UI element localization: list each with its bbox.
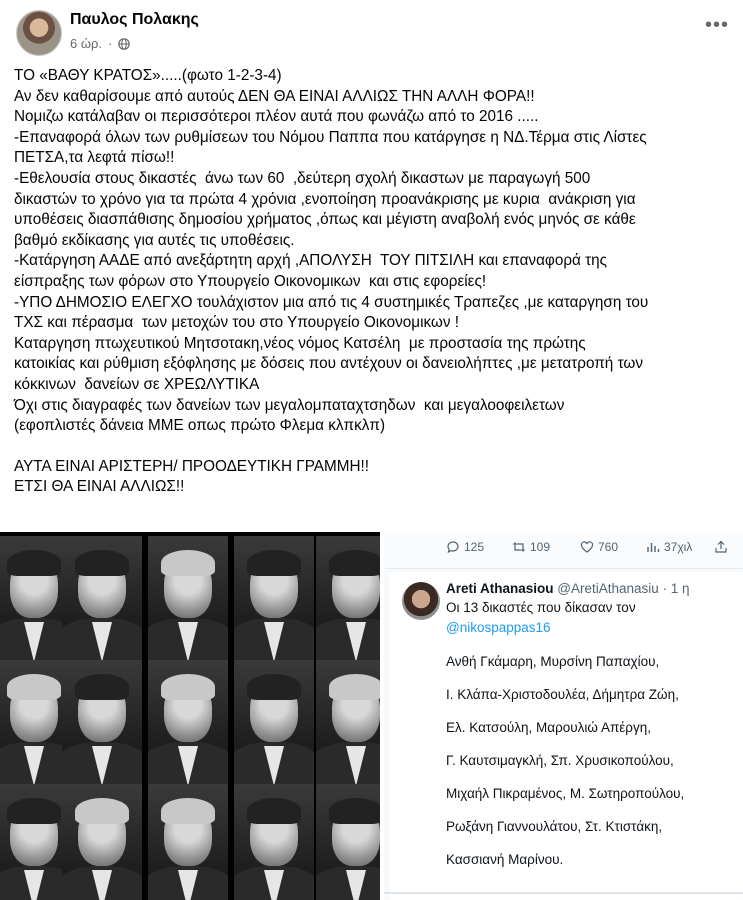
post-line: Αν δεν καθαρίσουμε από αυτούς ΔΕΝ ΘΑ ΕΙΝΑΙ ΑΛΛΙΩΣ ΤΗΝ ΑΛΛΗ ΦΟΡΑ!!	[14, 87, 535, 105]
post-line: Νομιζω κατάλαβαν οι περισσότεροι πλέον αυτά που φωνάζω από το 2016 .....	[14, 108, 539, 126]
portrait-photo	[234, 536, 314, 660]
replies-stat[interactable]	[446, 540, 484, 554]
retweets-count: 109	[530, 540, 551, 554]
post-time[interactable]: 6 ώρ.	[70, 36, 102, 51]
meta-separator: ·	[108, 36, 113, 51]
post-line: είσπραξης των φόρων στο Υπουργείο Οικονομικων και στις εφορείες!	[14, 272, 487, 290]
post-line: Όχι στις διαγραφές των δανείων των μεγαλομπαταχτσηδων και μεγαλοοφειλετων	[14, 396, 565, 414]
reply-avatar[interactable]	[402, 582, 440, 620]
list-item: Ελ. Κατσούλη, Μαρουλιώ Απέργη,	[446, 720, 651, 735]
tweet-action-bar	[384, 532, 743, 569]
author-avatar[interactable]	[16, 10, 62, 56]
reply-text: Οι 13 δικαστές που δίκασαν τον	[446, 600, 636, 615]
list-item: Ι. Κλάπα-Χριστοδουλέα, Δήμητρα Ζώη,	[446, 687, 679, 702]
post-line: -Επαναφορά όλων των ρυθμίσεων του Νόμου Παππα που κατάργησε η ΝΔ.Τέρμα στις Λίστες	[14, 128, 647, 146]
portrait-photo	[62, 784, 142, 900]
portrait-photo	[62, 660, 142, 784]
portrait-photo	[148, 784, 228, 900]
post-line: -ΥΠΟ ΔΗΜΟΣΙΟ ΕΛΕΓΧΟ τουλάχιστον μια από τις 4 συστημικές Τραπεζες ,με καταργηση του	[14, 293, 649, 311]
share-icon	[714, 540, 728, 554]
retweet-icon	[512, 540, 526, 554]
photo-collage[interactable]	[0, 532, 380, 900]
post-line: -Κατάργηση ΑΑΔΕ από ανεξάρτητη αρχή ,ΑΠΟΛΥΣΗ ΤΟΥ ΠΙΤΣΙΛΗ και επαναφορά της	[14, 252, 608, 270]
tweet-screenshot[interactable]	[384, 532, 743, 900]
replies-count: 125	[464, 540, 485, 554]
reply-author-line	[446, 581, 690, 596]
portrait-photo	[148, 536, 228, 660]
author-name[interactable]: Παυλος Πολακης	[70, 11, 199, 28]
post-text	[14, 66, 736, 498]
globe-icon	[118, 38, 130, 50]
reply-author-handle[interactable]: @AretiAthanasiu · 1 η	[557, 581, 690, 596]
share-stat[interactable]	[714, 540, 728, 554]
post-line: υποθέσεις διασπάθισης δημοσίου χρήματος ,όπως και μέγιστη αναβολή ενός μηνός σε κάθε	[14, 211, 636, 229]
post-line: κόκκινων δανείων σε ΧΡΕΩΛΥΤΙΚΑ	[14, 375, 260, 393]
post-line: -Εθελουσία στους δικαστές άνω των 60 ,δεύτερη σχολή δικαστων με παραγωγή 500	[14, 169, 591, 187]
portrait-photo	[316, 536, 380, 660]
list-item: Κασσιανή Μαρίνου.	[446, 852, 564, 867]
more-options-icon[interactable]: •••	[704, 14, 729, 36]
heart-icon	[580, 540, 594, 554]
portrait-photo	[316, 784, 380, 900]
judges-list	[446, 654, 736, 885]
portrait-photo	[234, 660, 314, 784]
portrait-photo	[316, 660, 380, 784]
reply-tweet[interactable]	[390, 572, 743, 900]
views-chart-icon	[646, 540, 660, 554]
post-closing-line: ΕΤΣΙ ΘΑ ΕΙΝΑΙ ΑΛΛΙΩΣ!!	[14, 478, 185, 496]
likes-stat[interactable]	[580, 540, 618, 554]
post-line: (εφοπλιστές δάνεια ΜΜΕ οπως πρώτο Φλεμα κλπκλπ)	[14, 417, 386, 435]
list-item: Ρωξάνη Γιαννουλάτου, Στ. Κτιστάκη,	[446, 819, 663, 834]
reply-mention-link[interactable]: @nikospappas16	[446, 620, 551, 635]
post-line: Καταργηση πτωχευτικού Μητσοτακη,νέος νόμος Κατσέλη με προστασία της πρώτης	[14, 334, 586, 352]
divider	[384, 892, 743, 894]
views-count: 37χιλ	[664, 540, 693, 554]
portrait-photo	[148, 660, 228, 784]
list-item: Μιχαήλ Πικραμένος, Μ. Σωτηροπούλου,	[446, 786, 685, 801]
post-line: ΤΟ «ΒΑΘΥ ΚΡΑΤΟΣ».....(φωτο 1-2-3-4)	[14, 67, 282, 84]
post-closing-line: ΑΥΤΑ ΕΙΝΑΙ ΑΡΙΣΤΕΡΗ/ ΠΡΟΟΔΕΥΤΙΚΗ ΓΡΑΜΜΗ!!	[14, 457, 370, 475]
portrait-photo	[234, 784, 314, 900]
post-line: δικαστών το χρόνο για τα πρώτα 4 χρόνια ,ενοποίηση προανάκρισης με κυρια ανάκριση για	[14, 190, 636, 208]
views-stat[interactable]	[646, 540, 692, 554]
list-item: Ανθή Γκάμαρη, Μυρσίνη Παπαχίου,	[446, 654, 660, 669]
portrait-photo	[62, 536, 142, 660]
list-item: Γ. Καυτσιμαγκλή, Σπ. Χρυσικοπούλου,	[446, 753, 674, 768]
likes-count: 760	[598, 540, 619, 554]
retweets-stat[interactable]	[512, 540, 550, 554]
post-line: ΤΧΣ και πέρασμα των μετοχών του στο Υπουργείο Οικονομικων !	[14, 314, 460, 332]
post-line: βαθμό εκδίκασης για αυτές τις υποθέσεις.	[14, 231, 295, 249]
post-meta	[70, 36, 130, 51]
post-line: ΠΕΤΣΑ,τα λεφτά πίσω!!	[14, 149, 175, 167]
reply-author-name[interactable]: Areti Athanasiou	[446, 581, 554, 596]
post-line: κατοικίας και ρύθμιση εξόφλησης με δόσεις που αντέχουν οι δανειολήπτες ,με μετατροπή των	[14, 355, 643, 373]
reply-icon	[446, 540, 460, 554]
